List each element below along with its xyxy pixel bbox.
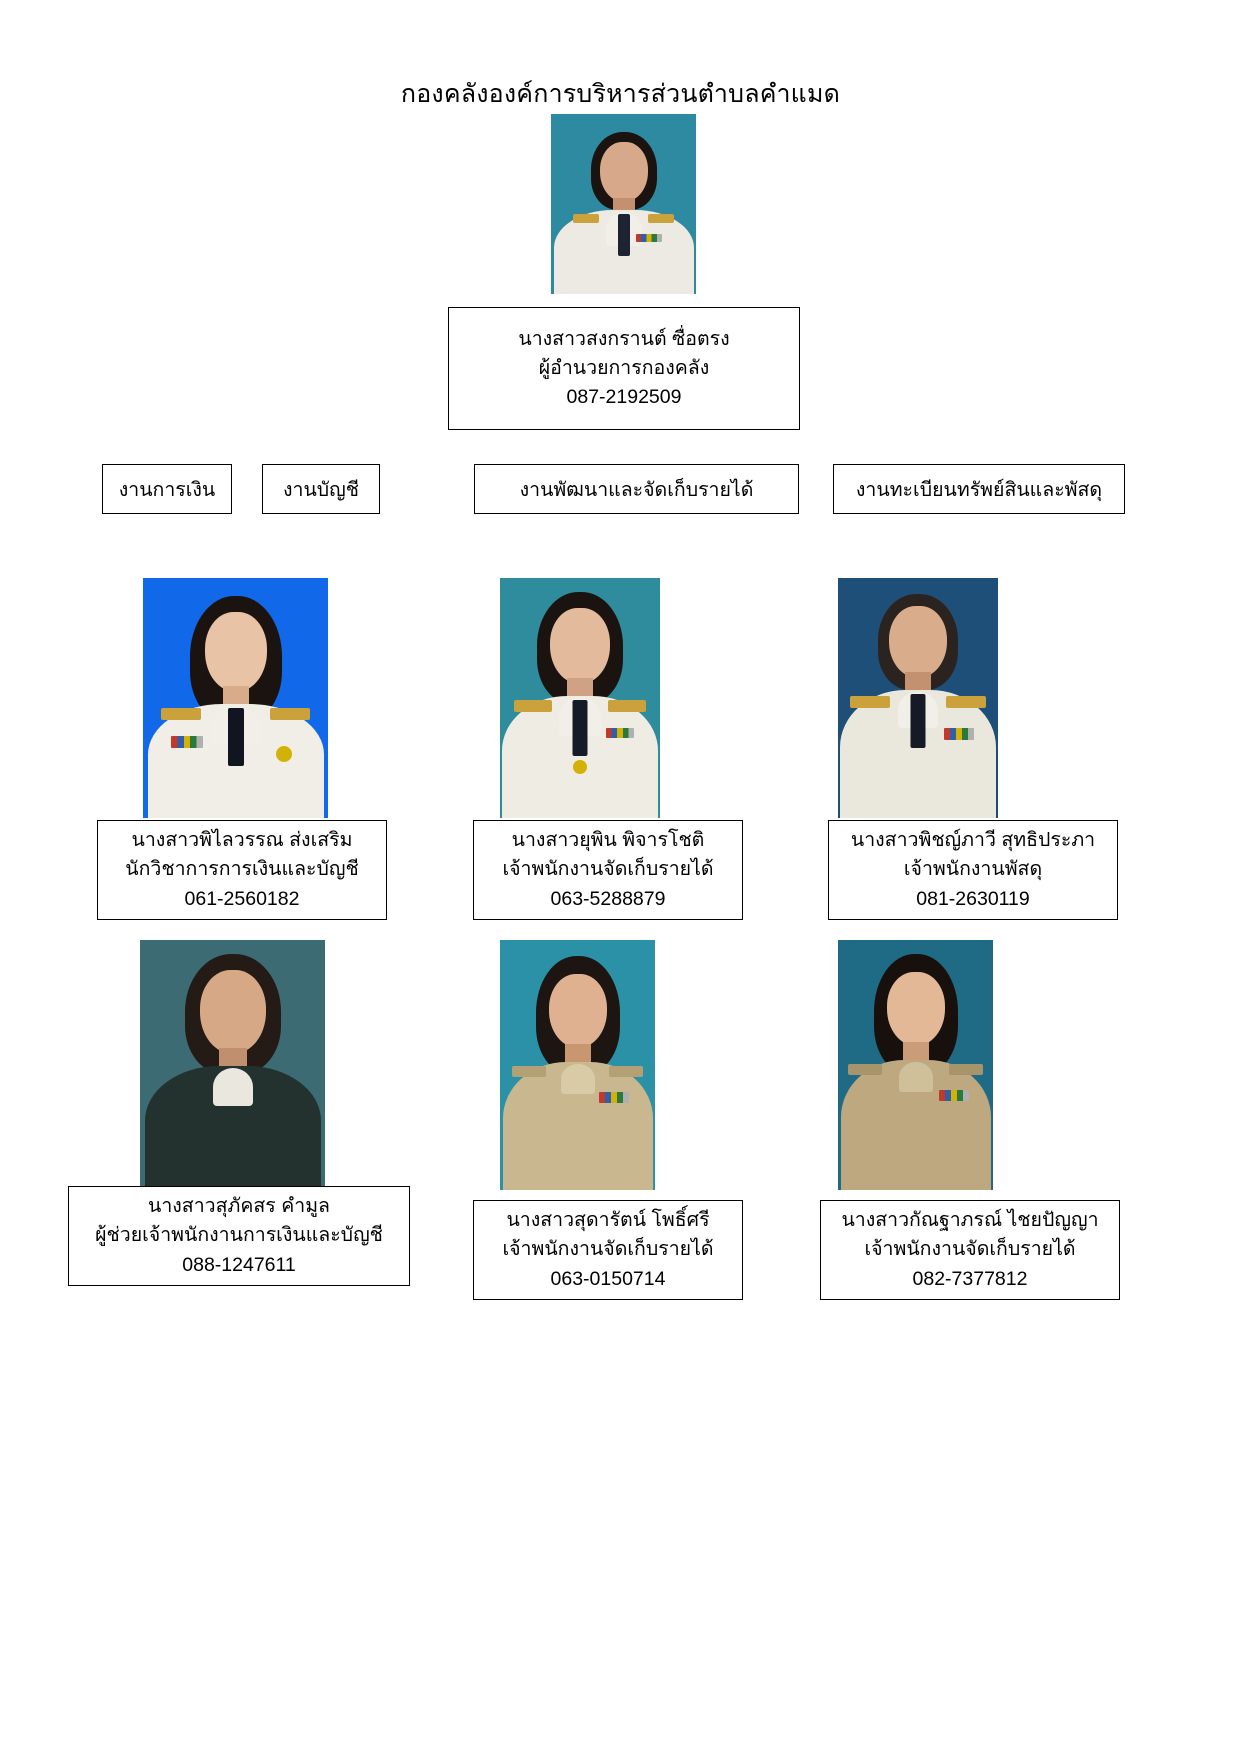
staff-box-supaksorn [68, 1186, 410, 1286]
staff-position: เจ้าพนักงานจัดเก็บรายได้ [502, 858, 714, 881]
staff-position: ผู้ช่วยเจ้าพนักงานการเงินและบัญชี [95, 1224, 383, 1247]
director-box [448, 307, 800, 430]
staff-box-pilaiwan [97, 820, 387, 920]
unit-label-assets: งานทะเบียนทรัพย์สินและพัสดุ [855, 478, 1103, 501]
director-name: นางสาวสงกรานต์ ซื่อตรง [518, 327, 730, 350]
staff-name: นางสาวสุภัคสร คำมูล [148, 1195, 330, 1218]
staff-name: นางสาวสุดารัตน์ โพธิ์ศรี [506, 1209, 710, 1232]
staff-name: นางสาวพิชญ์ภาวี สุทธิประภา [850, 829, 1096, 852]
staff-phone: 088-1247611 [182, 1253, 296, 1276]
staff-photo-yupin [500, 578, 660, 818]
staff-name: นางสาวพิไลวรรณ ส่งเสริม [131, 829, 353, 852]
staff-phone: 061-2560182 [184, 887, 300, 910]
unit-label-revenue: งานพัฒนาและจัดเก็บรายได้ [519, 478, 754, 501]
page-title: กองคลังองค์การบริหารส่วนตำบลคำแมด [400, 80, 841, 108]
staff-phone: 063-0150714 [550, 1267, 666, 1290]
director-photo [551, 114, 696, 294]
unit-box-revenue [474, 464, 799, 514]
staff-box-sudarat [473, 1200, 743, 1300]
staff-photo-pitchpawee [838, 578, 998, 818]
unit-box-accounting [262, 464, 380, 514]
staff-phone: 063-5288879 [550, 887, 666, 910]
staff-position: เจ้าพนักงานจัดเก็บรายได้ [502, 1238, 714, 1261]
staff-box-kanthaporn [820, 1200, 1120, 1300]
director-position: ผู้อำนวยการกองคลัง [538, 356, 710, 379]
staff-name: นางสาวยุพิน พิจารโชติ [511, 829, 705, 852]
staff-position: เจ้าพนักงานจัดเก็บรายได้ [864, 1238, 1076, 1261]
staff-photo-sudarat [500, 940, 655, 1190]
staff-phone: 081-2630119 [916, 887, 1030, 910]
staff-photo-kanthaporn [838, 940, 993, 1190]
unit-label-accounting: งานบัญชี [282, 478, 360, 501]
staff-box-pitchpawee [828, 820, 1118, 920]
staff-phone: 082-7377812 [912, 1267, 1028, 1290]
staff-photo-supaksorn [140, 940, 325, 1190]
unit-box-finance [102, 464, 232, 514]
staff-box-yupin [473, 820, 743, 920]
staff-position: เจ้าพนักงานพัสดุ [903, 858, 1043, 881]
director-phone: 087-2192509 [566, 386, 682, 409]
unit-box-assets [833, 464, 1125, 514]
staff-photo-pilaiwan [143, 578, 328, 818]
staff-position: นักวิชาการการเงินและบัญชี [125, 858, 359, 881]
staff-name: นางสาวกัณฐาภรณ์ ไชยปัญญา [841, 1209, 1099, 1232]
unit-label-finance: งานการเงิน [118, 478, 216, 501]
